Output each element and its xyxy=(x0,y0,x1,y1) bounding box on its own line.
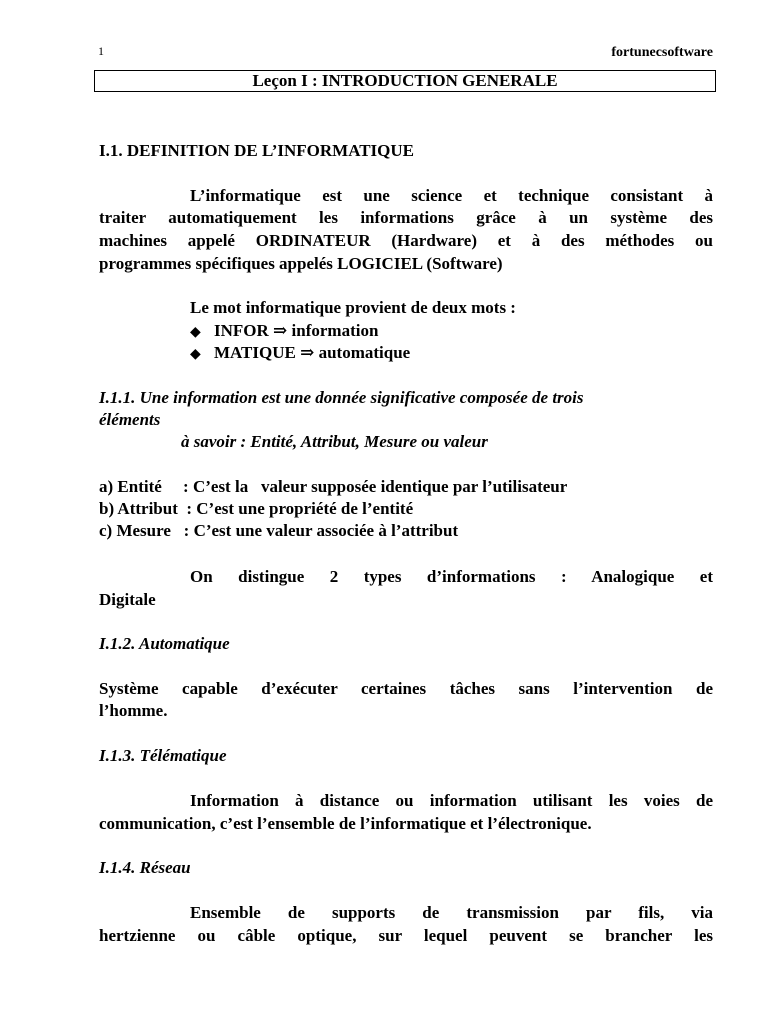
subsection-heading: éléments xyxy=(99,410,161,429)
subsection-heading: I.1.3. Télématique xyxy=(99,746,227,765)
subsection-heading: I.1.4. Réseau xyxy=(99,858,191,877)
list-item xyxy=(190,342,713,366)
paragraph-line: l’homme. xyxy=(99,701,168,720)
paragraph-line: Ensemble de supports de transmission par fils, via xyxy=(190,903,713,922)
paragraph-line: communication, c’est l’ensemble de l’informatique et l’électronique. xyxy=(99,814,592,833)
paragraph-line: On distingue 2 types d’informations : Analogique et xyxy=(190,567,713,586)
list-item-text: INFOR ⇒ information xyxy=(214,321,379,340)
list-item: c) Mesure : C’est une valeur associée à l’attribut xyxy=(99,521,459,540)
site-name: fortunecsoftware xyxy=(611,45,713,60)
diamond-bullet-icon: ◆ xyxy=(190,347,201,362)
paragraph-line: Information à distance ou information utilisant les voies de xyxy=(190,791,713,810)
paragraph-line: machines appelé ORDINATEUR (Hardware) et à des méthodes ou xyxy=(99,231,713,250)
paragraph-line: traiter automatiquement les informations grâce à un système des xyxy=(99,208,713,227)
paragraph-line: Digitale xyxy=(99,590,156,609)
list-item xyxy=(190,320,713,344)
paragraph-line: programmes spécifiques appelés LOGICIEL (Software) xyxy=(99,254,503,273)
list-item: b) Attribut : C’est une propriété de l’entité xyxy=(99,499,414,518)
subsection-heading: I.1.1. Une information est une donnée significative composée de trois xyxy=(99,388,584,407)
section-heading: I.1. DEFINITION DE L’INFORMATIQUE xyxy=(99,141,415,160)
page-number: 1 xyxy=(98,44,104,58)
origin-intro: Le mot informatique provient de deux mots : xyxy=(190,298,516,317)
list-item: a) Entité : C’est la valeur supposée identique par l’utilisateur xyxy=(99,477,568,496)
paragraph-line: Système capable d’exécuter certaines tâches sans l’intervention de xyxy=(99,679,713,698)
list-item-text: MATIQUE ⇒ automatique xyxy=(214,343,411,362)
subsection-heading: à savoir : Entité, Attribut, Mesure ou valeur xyxy=(181,432,488,451)
lesson-title: Leçon I : INTRODUCTION GENERALE xyxy=(94,70,716,92)
subsection-heading: I.1.2. Automatique xyxy=(99,634,230,653)
diamond-bullet-icon: ◆ xyxy=(190,325,201,340)
paragraph-line: hertzienne ou câble optique, sur lequel peuvent se brancher les xyxy=(99,926,713,945)
paragraph-line: L’informatique est une science et technique consistant à xyxy=(190,186,713,205)
